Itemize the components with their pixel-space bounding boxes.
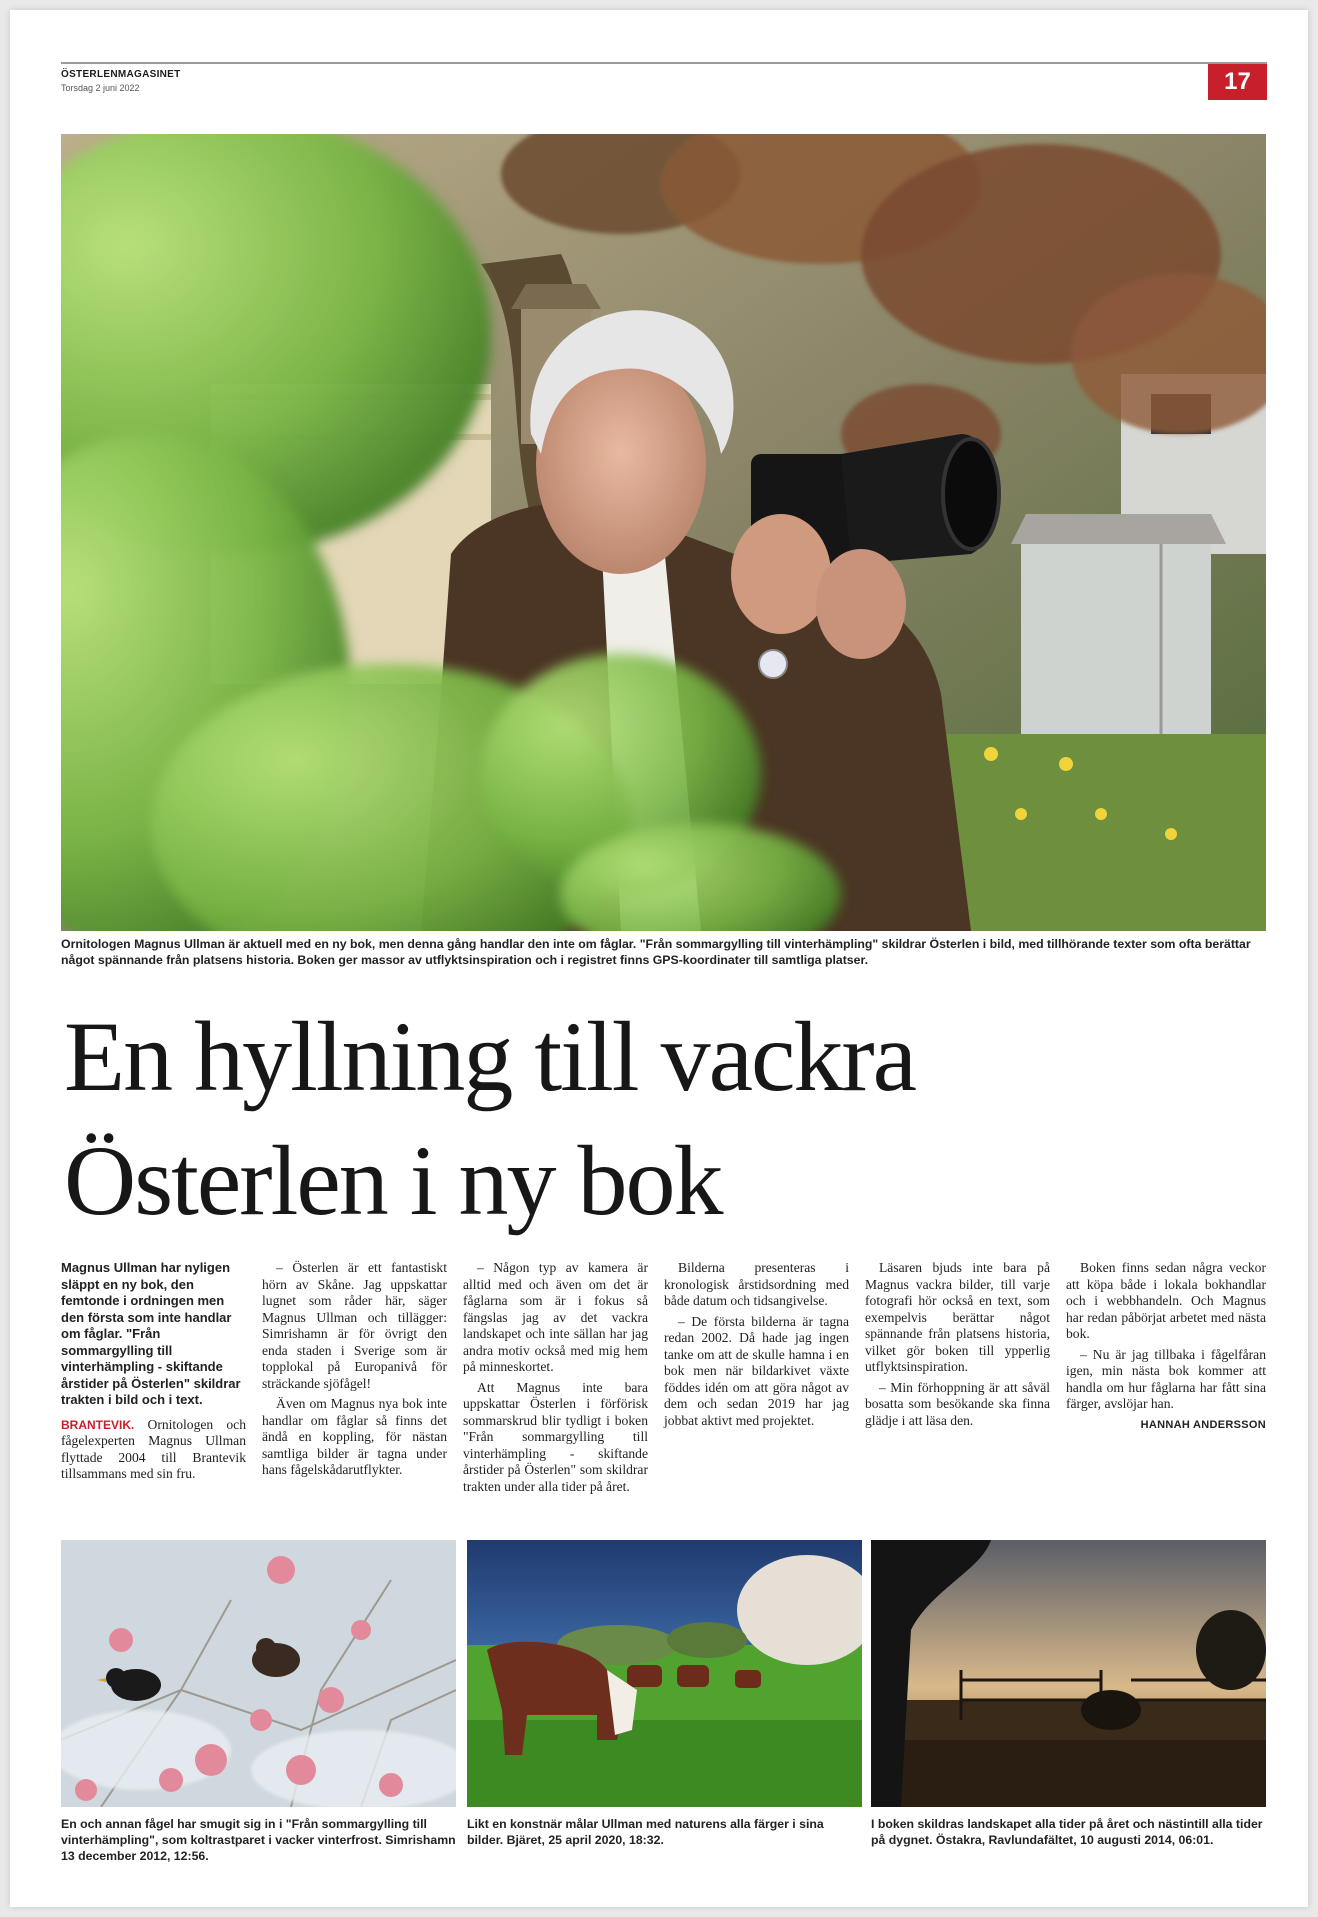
main-photo-caption: Ornitologen Magnus Ullman är aktuell med en ny bok, men denna gång handlar den inte om fåglar. "Från sommargylling till vinterhämpling" skildrar Österlen i bild, med tillhörande texter som ofta berättar något spännande från platsens historia. Boken ger massor av utflyktsinspiration och i registret finns GPS-koordinater till samtliga platser. [61, 937, 1251, 967]
bottom-photo-cows [467, 1540, 862, 1807]
article-column-2 [262, 1260, 447, 1483]
article-paragraph: – De första bilderna är tagna redan 2002. Då hade jag ingen tanke om att de skulle hamna i en bok men när bildarkivet växte föddes idén om att göra något av dem och sedan 2019 har jag jobbat aktivt med projektet. [664, 1313, 849, 1428]
article-paragraph: Bilderna presenteras i kronologisk årstidsordning med både datum och tidsangivelse. [664, 1260, 849, 1308]
bottom-photo-cows-caption: Likt en konstnär målar Ullman med naturens alla färger i sina bilder. Bjäret, 25 april 2020, 18:32. [467, 1817, 824, 1847]
publication-date: Torsdag 2 juni 2022 [61, 83, 140, 93]
article-paragraph: Att Magnus inte bara uppskattar Österlen i förförisk sommarskrud blir tydligt i boken "Från sommargylling till vinterhämpling - skiftande årstider på Österlen" som skildrar trakten under alla tider på året. [463, 1379, 648, 1494]
article-column-5 [865, 1260, 1050, 1433]
article-column-3 [463, 1260, 648, 1499]
article-dateline: BRANTEVIK. [61, 1417, 135, 1432]
article-paragraph: – Min förhoppning är att såväl bosatta som besökande ska finna glädje i att läsa den. [865, 1379, 1050, 1428]
article-paragraph: Ornitologen och fågelexperten Magnus Ullman flyttade 2004 till Brantevik tillsammans med sin fru. [61, 1416, 246, 1481]
bottom-photo-landscape-caption: I boken skildras landskapet alla tider på året och nästintill alla tider på dygnet. Östakra, Ravlundafältet, 10 augusti 2014, 06:01. [871, 1817, 1263, 1847]
article-headline [64, 995, 1264, 1243]
article-column-1 [61, 1260, 246, 1487]
article-paragraph: – Någon typ av kamera är alltid med och även om det är fåglarna som är i fokus så fängslas jag av det vackra landskapet och inte sällan har jag andra motiv också med mig hem på minneskortet. [463, 1260, 648, 1374]
headline-line-2: Österlen i ny bok [64, 1125, 722, 1236]
newspaper-page [10, 10, 1308, 1907]
article-paragraph: – Österlen är ett fantastiskt hörn av Skåne. Jag uppskattar lugnet som råder här, säger Magnus Ullman och tillägger: Simrishamn är för övrigt den enda staden i Sverige som är topplokal på Europanivå för sträckande sjöfågel! [262, 1260, 447, 1391]
article-lead: Magnus Ullman har nyligen släppt en ny bok, den femtonde i ordningen men den första som inte handlar om fåglar. "Från sommargylling till vinterhämpling - skiftande årstider på Österlen" skildrar trakten i bild och i text. [61, 1260, 241, 1407]
page-number-badge: 17 [1208, 64, 1267, 100]
headline-line-1: En hyllning till vackra [64, 1001, 916, 1112]
main-photo [61, 134, 1266, 931]
bottom-photo-birds-caption: En och annan fågel har smugit sig in i "Från sommargylling till vinterhämpling", som koltrastparet i vacker vinterfrost. Simrishamn 13 december 2012, 12:56. [61, 1817, 456, 1863]
publication-name: ÖSTERLENMAGASINET [61, 69, 181, 80]
article-paragraph: Boken finns sedan några veckor att köpa både i lokala bokhandlar och i webbhandeln. Och Magnus har redan påbörjat arbetet med nästa bok. [1066, 1260, 1266, 1341]
article-column-4 [664, 1260, 849, 1433]
bottom-photo-landscape [871, 1540, 1266, 1807]
article-paragraph: – Nu är jag tillbaka i fågelfåran igen, min nästa bok kommer att handla om hur fåglarna har fått sina färger, avslöjar han. [1066, 1346, 1266, 1411]
article-paragraph: Även om Magnus nya bok inte handlar om fåglar så finns det ändå en koppling, för nästan samtliga bilder är tagna under hans fågelskådarutflykter. [262, 1396, 447, 1477]
article-paragraph: Läsaren bjuds inte bara på Magnus vackra bilder, till varje fotografi hör också en text, som exempelvis berättar något spännande från platsens historia, vilket gör boken till ypperlig utflyktsinspiration. [865, 1260, 1050, 1374]
article-byline: HANNAH ANDERSSON [1140, 1418, 1266, 1431]
bottom-photo-birds [61, 1540, 456, 1807]
article-column-6 [1066, 1260, 1266, 1437]
header-rule [61, 62, 1267, 64]
